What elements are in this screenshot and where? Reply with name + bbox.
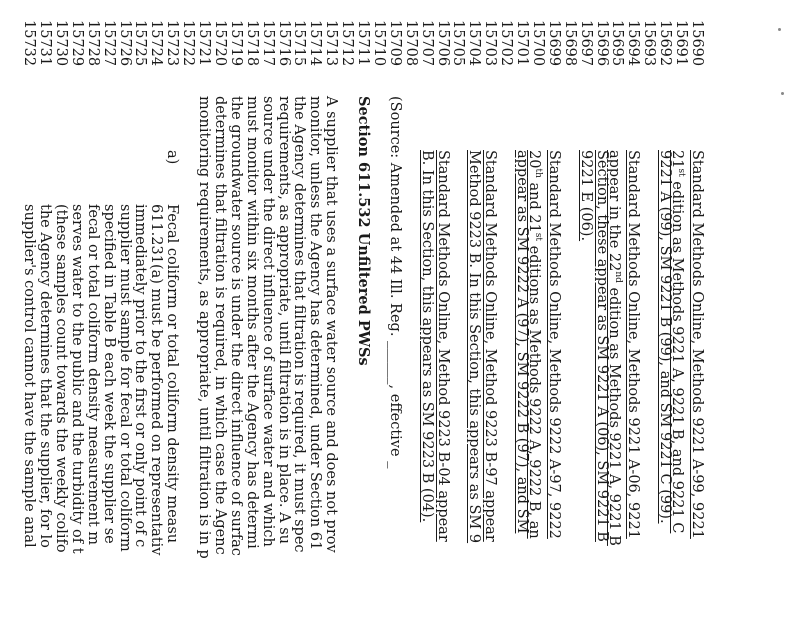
line-number: 15722 (180, 20, 197, 67)
paragraph-line: requirements, as appropriate, until filtration is in place. A su (275, 96, 292, 544)
paragraph-line: Fecal coliform or total coliform density measu (164, 204, 181, 544)
line-number: 15695 (609, 20, 626, 67)
citation-line: Section, these appear as SM 9221 A (06), SM 9221 B (593, 150, 610, 542)
line-number: 15717 (259, 20, 276, 67)
citation-line: 21st edition as Methods 9221 A, 9221 B, and 9221 C (669, 150, 687, 534)
paragraph-line: source under the direct influence of surface water and which (259, 96, 276, 547)
line-number: 15710 (371, 20, 387, 67)
subsection-label: a) (164, 150, 181, 165)
line-number: 15704 (466, 20, 483, 67)
paragraph-line: the groundwater source is under the direct influence of surfac (227, 96, 244, 556)
line-number: 15708 (402, 20, 419, 67)
line-number: 15699 (545, 20, 562, 67)
paragraph-line: monitoring requirements, as appropriate, until filtration is in p (196, 96, 213, 559)
line-number: 15693 (641, 20, 658, 67)
paragraph-line: (these samples count towards the weekly colifo (53, 204, 69, 553)
line-number: 15696 (593, 20, 610, 67)
line-number: 15700 (530, 20, 546, 67)
citation-line: Standard Methods Online, Methods 9221 A-99, 9221 (689, 150, 705, 539)
citation-line: Standard Methods Online, Method 9223 B-04 appear (434, 150, 451, 542)
citation-line: appear in the 22nd edition as Methods 9221 A, 9221 B (605, 150, 623, 546)
line-number: 15726 (116, 20, 133, 67)
line-number: 15732 (21, 20, 38, 67)
line-number: 15692 (657, 20, 674, 67)
line-number: 15728 (84, 20, 101, 67)
line-number: 15715 (291, 20, 308, 67)
line-number: 15705 (450, 20, 467, 67)
line-number: 15701 (514, 20, 531, 67)
line-number: 15721 (196, 20, 213, 67)
line-number: 15706 (434, 20, 451, 67)
scan-speck (781, 92, 784, 95)
paragraph-line: the Agency determines that the supplier, for lo (37, 204, 54, 548)
line-number: 15709 (386, 20, 403, 67)
paragraph-line: serves water to the public and the turbidity of t (68, 204, 85, 554)
line-number: 15727 (100, 20, 117, 67)
paragraph-line: (Source: Amended at 44 Ill. Reg. ______, effective _ (386, 96, 403, 469)
line-number: 15713 (323, 20, 340, 67)
paragraph-line: supplier's control cannot have the sample anal (21, 204, 38, 548)
line-number: 15712 (339, 20, 356, 67)
citation-line: 20th and 21st editions as Methods 9222 A, 9222 B, an (526, 150, 543, 539)
citation-line: Method 9223 B. In this Section, this appears as SM 9 (466, 150, 483, 544)
citation-line: Standard Methods Online, Methods 9221 A-06, 9221 (625, 150, 642, 539)
line-number: 15698 (561, 20, 578, 67)
citation-line: B. In this Section, this appears as SM 9223 B (04). (418, 150, 435, 523)
line-number: 15691 (673, 20, 690, 67)
line-number: 15694 (625, 20, 642, 67)
paragraph-line: immediately prior to the first or only point of c (132, 204, 149, 548)
line-number: 15707 (418, 20, 435, 67)
line-number: 15697 (577, 20, 594, 67)
line-number: 15719 (227, 20, 244, 67)
citation-line: appear as SM 9222 A (97), SM 9222 B (97), and SM (514, 150, 531, 534)
line-number: 15711 (355, 20, 372, 67)
paragraph-line: A supplier that uses a surface water source and does not prov (323, 96, 340, 553)
paragraph-line: 611.231(a) must be performed on representativ (148, 204, 165, 556)
paragraph-line: fecal or total coliform density measurement m (84, 204, 101, 546)
citation-line: Standard Methods Online, Method 9223 B-97 appear (482, 150, 499, 542)
line-number: 15702 (498, 20, 515, 67)
line-number: 15725 (132, 20, 149, 67)
line-number: 15731 (37, 20, 54, 67)
line-number: 15723 (164, 20, 181, 67)
line-number: 15730 (53, 20, 69, 67)
line-number: 15690 (689, 20, 705, 67)
section-heading: Section 611.532 Unfiltered PWSs (355, 96, 373, 366)
paragraph-line: determines that filtration is required, in which case the Agenc (212, 96, 228, 555)
paragraph-line: monitor, unless the Agency has determined, under Section 61 (307, 96, 324, 551)
line-number: 15714 (307, 20, 324, 67)
paragraph-line: must monitor within six months after the Agency has determi (243, 96, 260, 549)
citation-line: 9221 A (99), SM 9221 B (99), and SM 9221 C (99). (657, 150, 674, 524)
paragraph-line: the Agency determines that filtration is required, it must spec (291, 96, 308, 553)
scan-speck (778, 28, 781, 31)
line-number: 15720 (212, 20, 228, 67)
line-number: 15729 (68, 20, 85, 67)
citation-line: Standard Methods Online, Methods 9222 A-97, 9222 (545, 150, 562, 539)
line-number: 15718 (243, 20, 260, 67)
paragraph-line: specified in Table B each week the supplier se (100, 204, 117, 544)
line-number: 15703 (482, 20, 499, 67)
citation-line: 9221 E (06). (577, 150, 594, 242)
paragraph-line: supplier must sample for fecal or total coliform (116, 204, 133, 552)
line-number: 15724 (148, 20, 165, 67)
line-number: 15716 (275, 20, 292, 67)
